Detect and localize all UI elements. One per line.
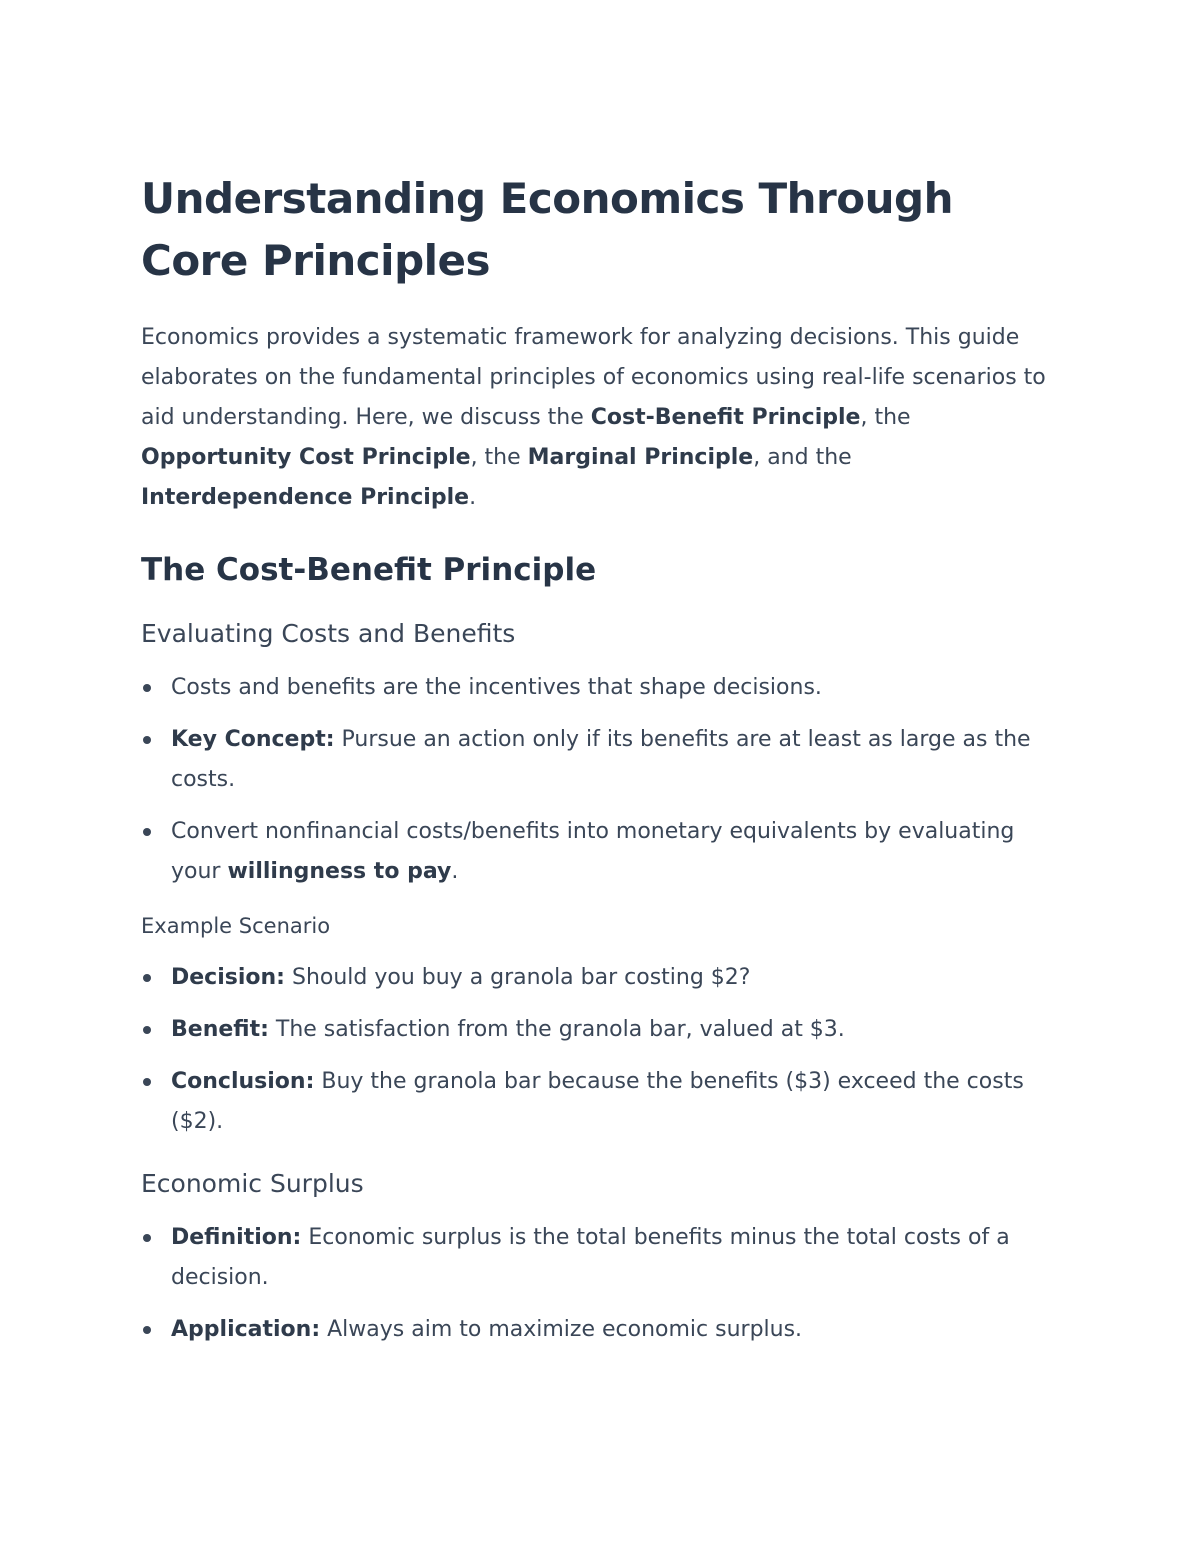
list-item: Conclusion: Buy the granola bar because the benefits ($3) exceed the costs ($2).: [141, 1062, 1066, 1142]
intro-text: , the: [860, 405, 911, 430]
list-item: Costs and benefits are the incentives that shape decisions.: [141, 668, 1066, 708]
section-heading: The Cost-Benefit Principle: [141, 552, 597, 588]
intro-bold-cost-benefit: Cost-Benefit Principle: [590, 405, 861, 430]
subsection-heading-evaluating: Evaluating Costs and Benefits: [141, 619, 516, 648]
list-item: Convert nonfinancial costs/benefits into monetary equivalents by evaluating your willingness to pay.: [141, 812, 1066, 892]
item-label: Key Concept:: [171, 727, 335, 752]
list-item: Application: Always aim to maximize economic surplus.: [141, 1310, 1066, 1350]
item-label: Decision:: [171, 965, 285, 990]
page-title: Understanding Economics Through Core Principles: [141, 174, 953, 285]
list-item: Definition: Economic surplus is the total benefits minus the total costs of a decision.: [141, 1218, 1066, 1298]
evaluating-list: [141, 668, 1066, 892]
item-label: Definition:: [171, 1225, 302, 1250]
intro-text: , the: [470, 445, 528, 470]
list-item: Benefit: The satisfaction from the granola bar, valued at $3.: [141, 1010, 1066, 1050]
intro-text: Economics provides a systematic framework for analyzing decisions. This guide elaborates on the fundamental principles of economics using real-life scenarios to aid understanding. Here, we discuss the: [141, 325, 1046, 430]
subsection-heading-example: Example Scenario: [141, 914, 331, 938]
intro-bold-interdependence: Interdependence Principle: [141, 485, 470, 510]
list-item: Decision: Should you buy a granola bar costing $2?: [141, 958, 1066, 998]
intro-paragraph: [141, 318, 1066, 518]
list-item: Key Concept: Pursue an action only if its benefits are at least as large as the costs.: [141, 720, 1066, 800]
subsection-heading-surplus: Economic Surplus: [141, 1169, 364, 1198]
item-bold-phrase: willingness to pay: [227, 859, 452, 884]
document-page: [141, 168, 1066, 1362]
intro-bold-marginal: Marginal Principle: [527, 445, 754, 470]
intro-text: , and the: [753, 445, 852, 470]
item-label: Conclusion:: [171, 1069, 315, 1094]
item-label: Benefit:: [171, 1017, 269, 1042]
intro-bold-opportunity-cost: Opportunity Cost Principle: [141, 445, 471, 470]
surplus-list: [141, 1218, 1066, 1350]
item-label: Application:: [171, 1317, 321, 1342]
intro-text: .: [469, 485, 477, 510]
example-list: [141, 958, 1066, 1142]
